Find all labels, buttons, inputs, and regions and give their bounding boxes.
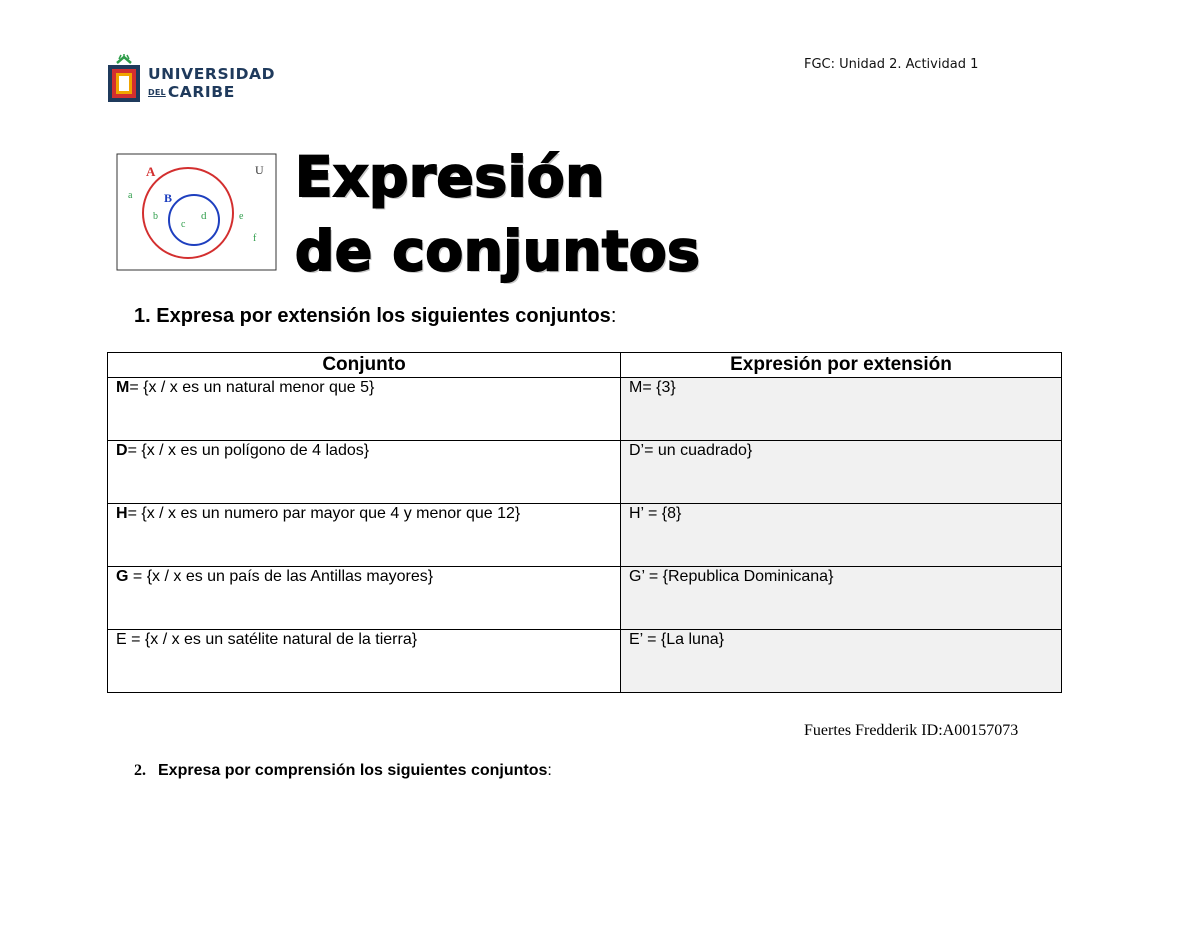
set-extension-cell: E’ = {La luna} bbox=[621, 630, 1062, 693]
table-header-row bbox=[108, 353, 1062, 378]
question-1 bbox=[134, 305, 616, 328]
set-extension-cell: M= {3} bbox=[621, 378, 1062, 441]
title-line2: de conjuntos bbox=[295, 219, 701, 283]
table-row bbox=[108, 567, 1062, 630]
set-definition: = {x / x es un satélite natural de la tierra} bbox=[126, 631, 418, 648]
set-name: M bbox=[116, 379, 130, 396]
logo-name-line2: CARIBE bbox=[167, 82, 235, 101]
universe-label: U bbox=[255, 163, 264, 177]
set-name: H bbox=[116, 505, 128, 522]
table-header-set: Conjunto bbox=[108, 353, 621, 378]
venn-element: e bbox=[239, 211, 244, 222]
title-line1: Expresión bbox=[295, 145, 605, 209]
university-logo bbox=[106, 54, 276, 104]
venn-element: d bbox=[201, 210, 207, 222]
table-row bbox=[108, 378, 1062, 441]
header-reference: FGC: Unidad 2. Actividad 1 bbox=[804, 57, 979, 72]
set-extension-cell: H’ = {8} bbox=[621, 504, 1062, 567]
set-b-label: B bbox=[164, 191, 173, 205]
set-definition: = {x / x es un polígono de 4 lados} bbox=[127, 442, 370, 459]
question-1-colon: : bbox=[610, 305, 617, 327]
table-row bbox=[108, 630, 1062, 693]
set-name: D bbox=[116, 442, 128, 459]
set-definition: = {x / x es un país de las Antillas mayores} bbox=[128, 568, 434, 585]
question-2-text: Expresa por comprensión los siguientes conjuntos bbox=[158, 762, 548, 779]
venn-element: f bbox=[253, 233, 257, 244]
set-definition-cell bbox=[108, 504, 621, 567]
university-crest-icon bbox=[106, 54, 142, 104]
venn-element: c bbox=[181, 219, 186, 230]
universe-box bbox=[117, 154, 276, 270]
set-a-label: A bbox=[146, 164, 156, 179]
set-extension-cell: G’ = {Republica Dominicana} bbox=[621, 567, 1062, 630]
set-definition-cell bbox=[108, 378, 621, 441]
set-definition-cell bbox=[108, 567, 621, 630]
set-definition: = {x / x es un natural menor que 5} bbox=[129, 379, 375, 396]
question-2 bbox=[134, 762, 552, 780]
set-name: G bbox=[116, 568, 129, 585]
table-row bbox=[108, 504, 1062, 567]
question-1-text: Expresa por extensión los siguientes conjuntos bbox=[156, 305, 611, 327]
set-definition-cell bbox=[108, 630, 621, 693]
venn-element: b bbox=[153, 211, 158, 222]
logo-name-line1: UNIVERSIDAD bbox=[148, 65, 276, 83]
logo-del: DEL bbox=[148, 87, 166, 97]
set-definition: = {x / x es un numero par mayor que 4 y menor que 12} bbox=[127, 505, 521, 522]
sets-table bbox=[107, 352, 1062, 693]
question-1-number: 1. bbox=[134, 305, 151, 327]
venn-element: a bbox=[128, 190, 133, 201]
venn-diagram bbox=[116, 153, 277, 271]
set-name: E bbox=[116, 631, 127, 648]
student-signature: Fuertes Fredderik ID:A00157073 bbox=[804, 722, 1019, 739]
set-definition-cell bbox=[108, 441, 621, 504]
table-header-extension: Expresión por extensión bbox=[621, 353, 1062, 378]
page-title bbox=[295, 140, 700, 288]
table-row bbox=[108, 441, 1062, 504]
set-extension-cell: D’= un cuadrado} bbox=[621, 441, 1062, 504]
question-2-colon: : bbox=[547, 762, 552, 779]
question-2-number: 2. bbox=[134, 762, 146, 779]
